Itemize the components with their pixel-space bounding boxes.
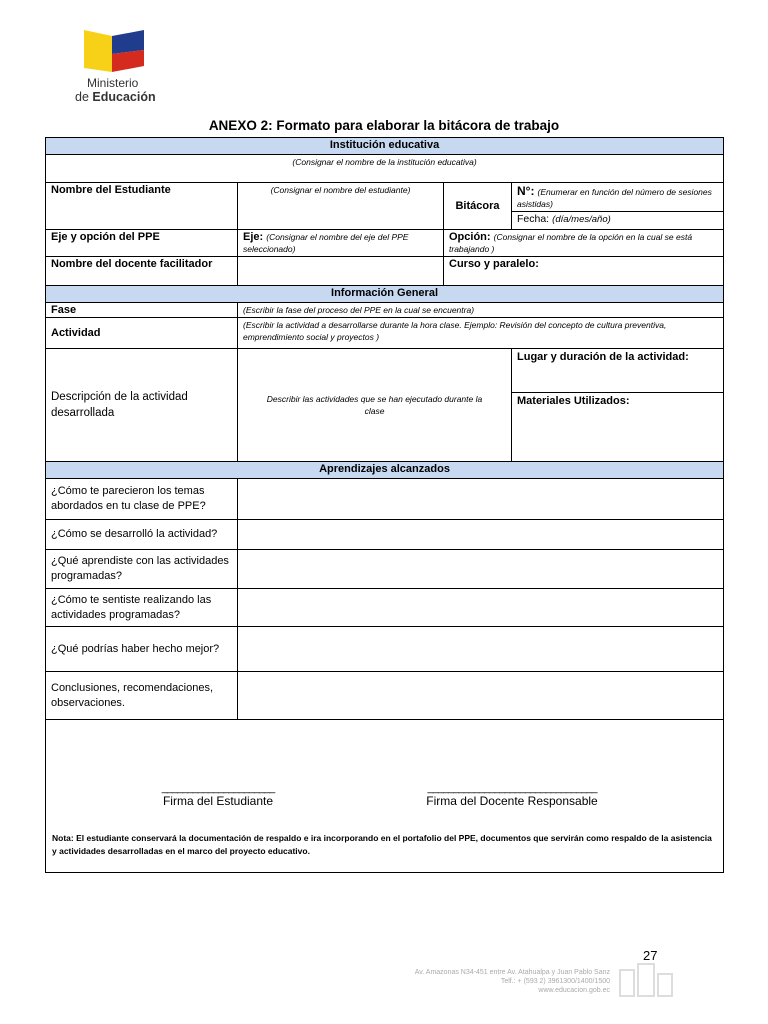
student-signature-label: Firma del Estudiante (162, 794, 274, 808)
question-label: ¿Cómo te parecieron los temas abordados en tu clase de PPE? (46, 479, 238, 520)
student-signature-line: ______________________ (161, 782, 275, 794)
descripcion-field[interactable] (238, 349, 512, 462)
eje-label: Eje y opción del PPE (46, 230, 238, 257)
opcion-label: Opción: (449, 231, 491, 243)
actividad-hint: (Escribir la actividad a desarrollarse durante la hora clase. Ejemplo: Revisión del concepto de cultura preventiva, emprendimiento social y proyectos ) (243, 320, 667, 342)
eje-hint: (Consignar el nombre del eje del PPE seleccionado) (243, 232, 409, 254)
fecha-hint: (día/mes/año) (552, 214, 611, 225)
numero-hint: (Enumerar en función del número de sesiones asistidas) (517, 187, 712, 209)
ecuador-flag-icon (82, 28, 150, 74)
question-label: ¿Qué podrías haber hecho mejor? (46, 627, 238, 672)
fase-label: Fase (46, 303, 238, 318)
ministry-line1: Ministerio (87, 76, 139, 90)
answer-field[interactable] (238, 627, 724, 672)
section-institucion-title: Institución educativa (46, 138, 724, 155)
opcion-field[interactable] (444, 230, 724, 257)
question-label: ¿Cómo se desarrolló la actividad? (46, 520, 238, 550)
answer-field[interactable] (238, 672, 724, 720)
lugar-materiales-cell (512, 349, 724, 462)
question-label: ¿Cómo te sentiste realizando las actividades programadas? (46, 589, 238, 627)
eje-field[interactable] (238, 230, 444, 257)
student-signature[interactable] (138, 782, 298, 808)
fase-hint: (Escribir la fase del proceso del PPE en la cual se encuentra) (243, 305, 475, 315)
footer-address: Av. Amazonas N34-451 entre Av. Atahualpa y Juan Pablo Sanz Telf.: + (593 2) 3961300/1400/1500 www.educacion.gob.ec (414, 969, 610, 994)
opcion-hint: (Consignar el nombre de la opción en la cual se está trabajando ) (449, 232, 693, 254)
actividad-field[interactable] (238, 318, 724, 349)
answer-field[interactable] (238, 550, 724, 589)
signature-area (46, 720, 724, 873)
materiales-field[interactable]: Materiales Utilizados: (517, 395, 630, 407)
actividad-label: Actividad (46, 318, 238, 349)
numero-field[interactable] (512, 183, 724, 212)
answer-field[interactable] (238, 589, 724, 627)
descripcion-hint: Describir las actividades que se han ejecutado durante la clase (266, 394, 483, 416)
estudiante-label: Nombre del Estudiante (46, 183, 238, 230)
logbook-form (45, 137, 724, 873)
bitacora-label: Bitácora (444, 183, 512, 230)
building-watermark-icon (618, 962, 676, 998)
footnote: Nota: El estudiante conservará la documentación de respaldo e ira incorporando en el portafolio del PPE, documentos que servirán como respaldo de la asistencia y actividades desarrolladas en el marco del proyecto educativo. (52, 833, 712, 856)
docente-label: Nombre del docente facilitador (46, 257, 238, 286)
teacher-signature-label: Firma del Docente Responsable (426, 794, 598, 808)
question-label: Conclusiones, recomendaciones, observaciones. (46, 672, 238, 720)
section-aprendizajes-title: Aprendizajes alcanzados (46, 462, 724, 479)
fase-field[interactable] (238, 303, 724, 318)
institucion-field[interactable] (46, 155, 724, 183)
answer-field[interactable] (238, 479, 724, 520)
docente-field[interactable] (238, 257, 444, 286)
estudiante-hint: (Consignar el nombre del estudiante) (270, 185, 411, 195)
ministry-logo (72, 24, 172, 108)
curso-field[interactable]: Curso y paralelo: (444, 257, 724, 286)
lugar-field[interactable]: Lugar y duración de la actividad: (512, 349, 723, 393)
question-label: ¿Qué aprendiste con las actividades programadas? (46, 550, 238, 589)
eje-sub-label: Eje: (243, 231, 264, 243)
descripcion-label: Descripción de la actividad desarrollada (46, 349, 238, 462)
estudiante-field[interactable] (238, 183, 444, 230)
numero-label: N°: (517, 184, 535, 198)
fecha-label: Fecha: (517, 213, 550, 225)
institucion-hint: (Consignar el nombre de la institución educativa) (292, 157, 477, 167)
ministry-line2: de Educación (75, 90, 156, 104)
teacher-signature-line: _________________________________ (427, 782, 597, 794)
section-informacion-title: Información General (46, 286, 724, 303)
answer-field[interactable] (238, 520, 724, 550)
teacher-signature[interactable] (412, 782, 612, 808)
page-number: 27 (643, 948, 658, 963)
fecha-field[interactable] (512, 212, 724, 230)
document-title: ANEXO 2: Formato para elaborar la bitácora de trabajo (208, 118, 560, 133)
